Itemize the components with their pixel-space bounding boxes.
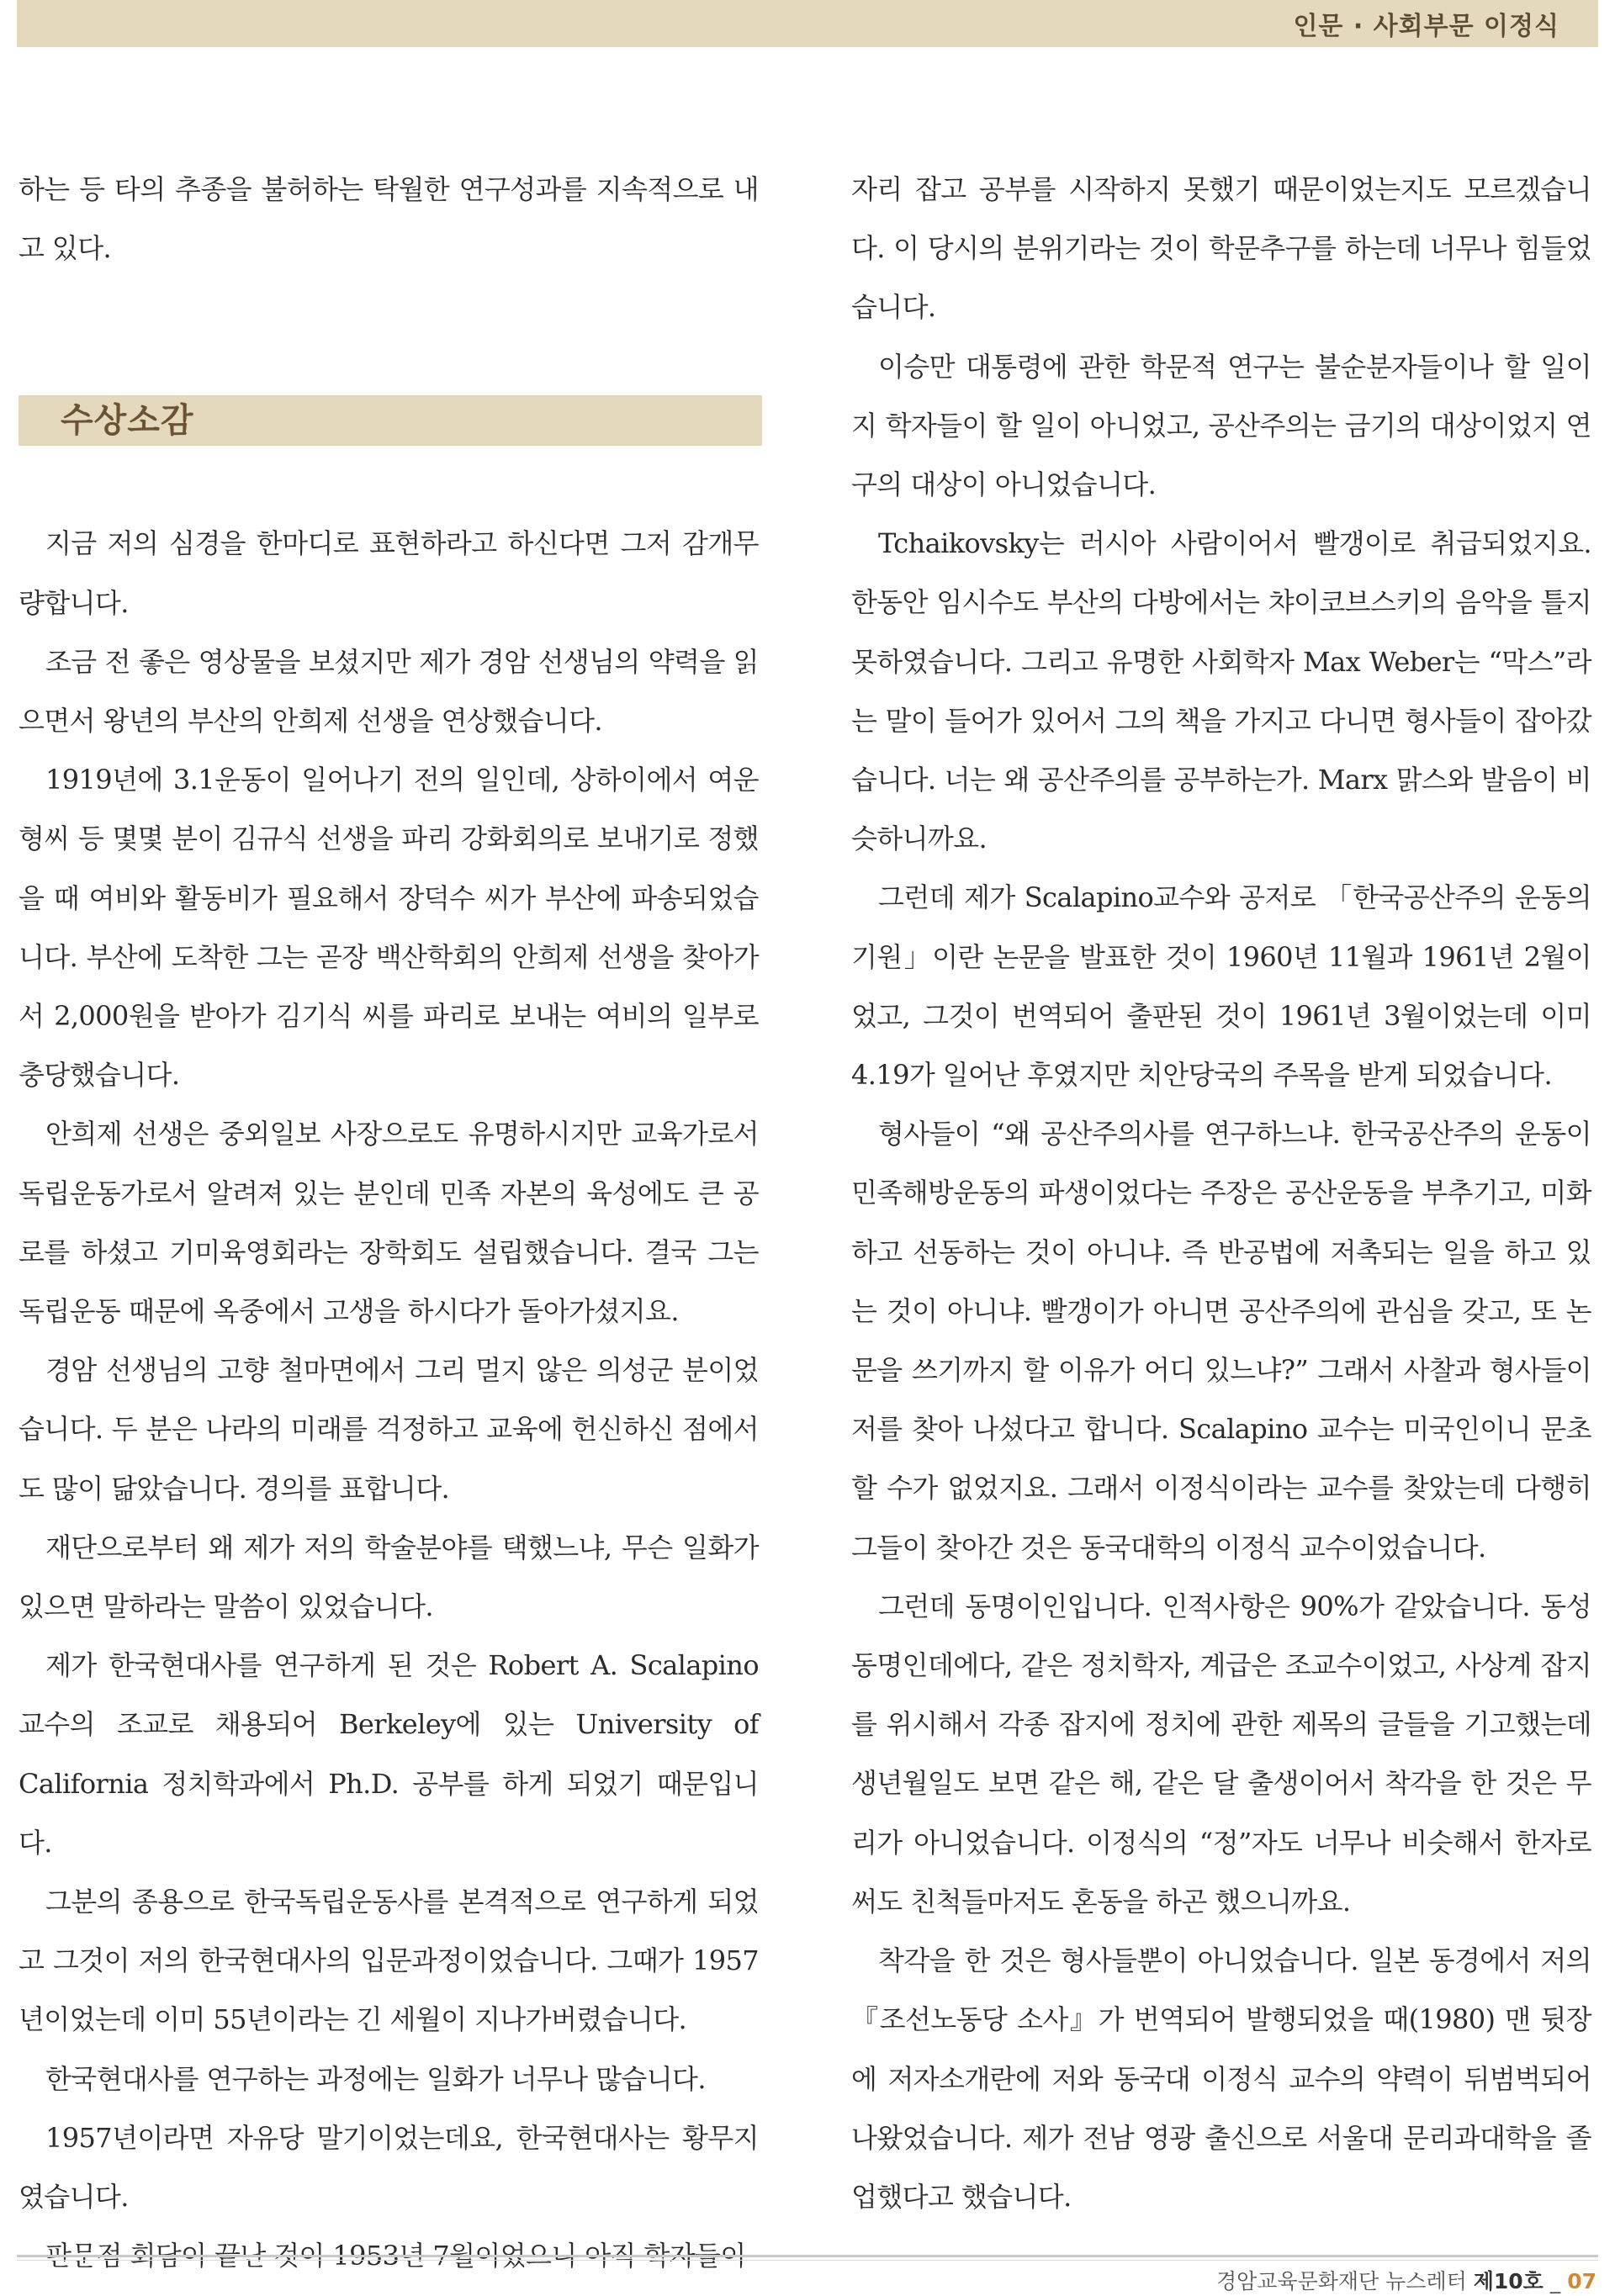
- paragraph: 이승만 대통령에 관한 학문적 연구는 불순분자들이나 할 일이지 학자들이 할 일이 아니었고, 공산주의는 금기의 대상이었지 연구의 대상이 아니었습니다.: [851, 350, 1591, 501]
- paragraph: 조금 전 좋은 영상물을 보셨지만 제가 경암 선생님의 약력을 읽으면서 왕년의 부산의 안희제 선생을 연상했습니다.: [19, 645, 759, 738]
- paragraph: 1957년이라면 자유당 말기이었는데요, 한국현대사는 황무지였습니다.: [19, 2121, 759, 2214]
- paragraph: 제가 한국현대사를 연구하게 된 것은 Robert A. Scalapino 교수의 조교로 채용되어 Berkeley에 있는 University of California 정치학과에서 Ph.D. 공부를 하게 되었기 때문입니다.: [19, 1649, 759, 1859]
- paragraph: 그런데 제가 Scalapino교수와 공저로 「한국공산주의 운동의 기원」이란 논문을 발표한 것이 1960년 11월과 1961년 2월이었고, 그것이 번역되어 출판된 것이 1961년 3월이었는데 이미 4.19가 일어난 후였지만 치안당국의 주목을 받게 되었습니다.: [851, 881, 1591, 1092]
- paragraph: 형사들이 “왜 공산주의사를 연구하느냐. 한국공산주의 운동이 민족해방운동의 파생이었다는 주장은 공산운동을 부추기고, 미화하고 선동하는 것이 아니냐. 즉 반공법에 저촉되는 일을 하고 있는 것이 아니냐. 빨갱이가 아니면 공산주의에 관심을 갖고, 또 논문을 쓰기까지 할 이유가 어디 있느냐?” 그래서 사찰과 형사들이 저를 찾아 나섰다고 합니다. Scalapino 교수는 미국인이니 문초할 수가 없었지요. 그래서 이정식이라는 교수를 찾았는데 다행히 그들이 찾아간 것은 동국대학의 이정식 교수이었습니다.: [851, 1118, 1591, 1563]
- footer-divider-thin: [17, 2260, 1598, 2261]
- paragraph: 착각을 한 것은 형사들뿐이 아니었습니다. 일본 동경에서 저의 『조선노동당 소사』가 번역되어 발행되었을 때(1980) 맨 뒷장에 저자소개란에 저와 동국대 이정식 교수의 약력이 뒤범벅되어 나왔었습니다. 제가 전남 영광 출신으로 서울대 문리과대학을 졸업했다고 했습니다.: [851, 1944, 1591, 2213]
- section-heading: 수상소감: [19, 395, 762, 446]
- intro-paragraph: 하는 등 타의 추종을 불허하는 탁월한 연구성과를 지속적으로 내고 있다.: [19, 173, 759, 265]
- footer-publisher: 경암교육문화재단 뉴스레터: [1216, 2269, 1467, 2293]
- left-column: [19, 160, 759, 2286]
- paragraph: 1919년에 3.1운동이 일어나기 전의 일인데, 상하이에서 여운형씨 등 몇몇 분이 김규식 선생을 파리 강화회의로 보내기로 정했을 때 여비와 활동비가 필요해서 장덕수 씨가 부산에 파송되었습니다. 부산에 도착한 그는 곧장 백산학회의 안희제 선생을 찾아가서 2,000원을 받아가 김기식 씨를 파리로 보내는 여비의 일부로 충당했습니다.: [19, 764, 759, 1092]
- paragraph: 지금 저의 심경을 한마디로 표현하라고 하신다면 그저 감개무량합니다.: [19, 527, 759, 619]
- header-bar: [17, 0, 1598, 47]
- footer-divider: [17, 2255, 1598, 2257]
- paragraph: 안희제 선생은 중외일보 사장으로도 유명하시지만 교육가로서 독립운동가로서 알려져 있는 분인데 민족 자본의 육성에도 큰 공로를 하셨고 기미육영회라는 장학회도 설립했습니다. 결국 그는 독립운동 때문에 옥중에서 고생을 하시다가 돌아가셨지요.: [19, 1118, 759, 1328]
- paragraph: 재단으로부터 왜 제가 저의 학술분야를 택했느냐, 무슨 일화가 있으면 말하라는 말씀이 있었습니다.: [19, 1531, 759, 1623]
- paragraph: 그런데 동명이인입니다. 인적사항은 90%가 같았습니다. 동성동명인데에다, 같은 정치학자, 계급은 조교수이었고, 사상계 잡지를 위시해서 각종 잡지에 정치에 관한 제목의 글들을 기고했는데 생년월일도 보면 같은 해, 같은 달 출생이어서 착각을 한 것은 무리가 아니었습니다. 이정식의 “정”자도 너무나 비슷해서 한자로 써도 친척들마저도 혼동을 하곤 했으니까요.: [851, 1590, 1591, 1918]
- paragraph: Tchaikovsky는 러시아 사람이어서 빨갱이로 취급되었지요. 한동안 임시수도 부산의 다방에서는 챠이코브스키의 음악을 틀지 못하였습니다. 그리고 유명한 사회학자 Max Weber는 “막스”라는 말이 들어가 있어서 그의 책을 가지고 다니면 형사들이 잡아갔습니다. 너는 왜 공산주의를 공부하는가. Marx 맑스와 발음이 비슷하니까요.: [851, 527, 1591, 855]
- footer: [1216, 2265, 1596, 2295]
- continuation-paragraph: 자리 잡고 공부를 시작하지 못했기 때문이었는지도 모르겠습니다. 이 당시의 분위기라는 것이 학문추구를 하는데 너무나 힘들었습니다.: [851, 173, 1591, 324]
- paragraph: 경암 선생님의 고향 철마면에서 그리 멀지 않은 의성군 분이었습니다. 두 분은 나라의 미래를 걱정하고 교육에 헌신하신 점에서도 많이 닮았습니다. 경의를 표합니다.: [19, 1354, 759, 1505]
- footer-separator: _: [1549, 2269, 1561, 2293]
- section-title: 인문 · 사회부문 이정식: [1293, 12, 1559, 41]
- paragraph: 그분의 종용으로 한국독립운동사를 본격적으로 연구하게 되었고 그것이 저의 한국현대사의 입문과정이었습니다. 그때가 1957년이었는데 이미 55년이라는 긴 세월이 지나가버렸습니다.: [19, 1886, 759, 2036]
- paragraph: 한국현대사를 연구하는 과정에는 일화가 너무나 많습니다.: [45, 2062, 706, 2095]
- section-heading-block: [19, 278, 759, 514]
- footer-issue: 제10호: [1473, 2269, 1544, 2293]
- page-number: 07: [1567, 2269, 1596, 2293]
- right-column: [851, 160, 1591, 2226]
